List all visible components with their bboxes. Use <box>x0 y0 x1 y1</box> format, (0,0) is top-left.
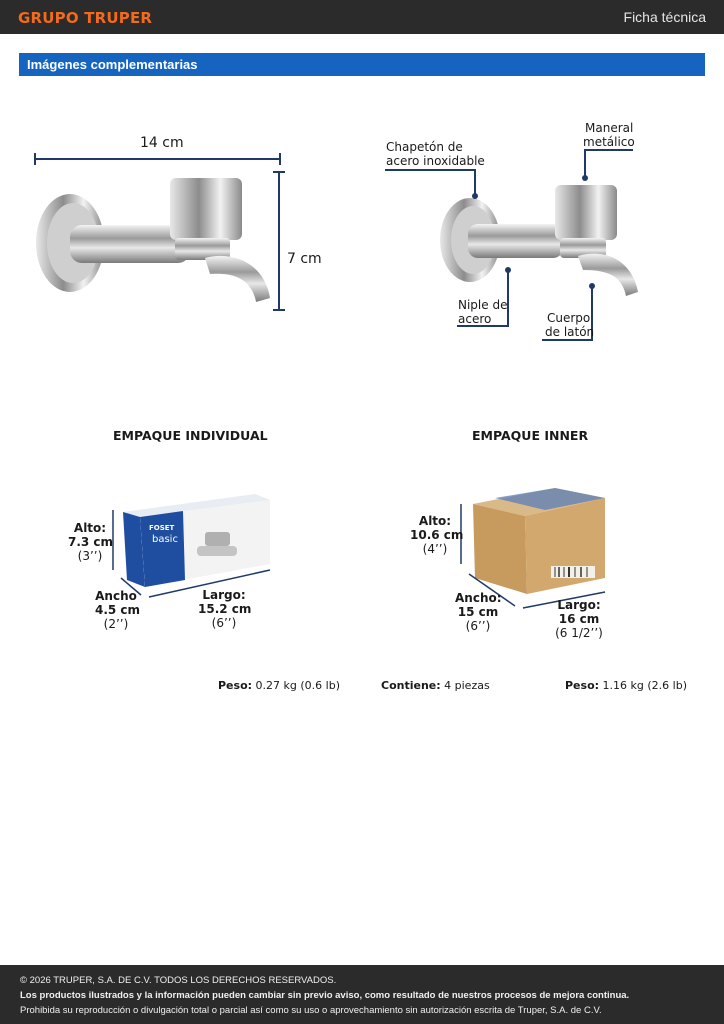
inner-ancho-cm: 15 cm <box>457 605 499 619</box>
part-maneral-line1: Maneral <box>585 121 634 135</box>
footer-copyright: © 2026 TRUPER, S.A. DE C.V. TODOS LOS DERECHOS RESERVADOS. <box>20 975 337 986</box>
inner-contents-value: 4 piezas <box>444 679 490 692</box>
box-brand-text: FOSET <box>149 524 175 532</box>
individual-weight <box>218 679 340 692</box>
part-chapeton-line2: acero inoxidable <box>386 154 485 168</box>
inner-weight-label: Peso: <box>565 679 600 692</box>
faucet-dimensions-image <box>30 140 300 330</box>
footer <box>0 965 724 1024</box>
inner-weight <box>565 679 687 692</box>
inner-ancho-in: (6’’) <box>465 619 491 633</box>
part-niple-line2: acero <box>458 312 492 326</box>
individual-package-title: EMPAQUE INDIVIDUAL <box>113 428 268 443</box>
individual-largo-cm: 15.2 cm <box>198 602 252 616</box>
individual-weight-value: 0.27 kg (0.6 lb) <box>255 679 340 692</box>
individual-ancho-in: (2’’) <box>103 617 129 631</box>
inner-largo-in: (6 1/2’’) <box>555 626 603 640</box>
individual-alto-in: (3’’) <box>77 549 103 563</box>
part-chapeton-line1: Chapetón de <box>386 140 463 154</box>
footer-notice: Los productos ilustrados y la información pueden cambiar sin previo aviso, como resultado de nuestros procesos de mejora continua. <box>20 990 630 1001</box>
individual-weight-label: Peso: <box>218 679 253 692</box>
inner-largo-label: Largo: <box>557 598 601 612</box>
inner-weight-value: 1.16 kg (2.6 lb) <box>602 679 687 692</box>
part-maneral-line2: metálico <box>583 135 635 149</box>
document-type: Ficha técnica <box>623 9 706 25</box>
inner-contents <box>381 679 490 692</box>
inner-alto-cm: 10.6 cm <box>410 528 464 542</box>
individual-largo-label: Largo: <box>202 588 246 602</box>
individual-ancho-label: Ancho <box>95 589 137 603</box>
inner-largo-cm: 16 cm <box>558 612 600 626</box>
height-label: 7 cm <box>287 251 322 267</box>
part-cuerpo-line2: de latón <box>545 325 595 339</box>
footer-prohibition: Prohibida su reproducción o divulgación total o parcial así como su uso o aprovechamiento sin autorización escrita de Truper, S.A. de C.V. <box>20 1005 602 1016</box>
inner-alto-label: Alto: <box>418 514 452 528</box>
inner-ancho-label: Ancho: <box>455 591 502 605</box>
individual-alto-cm: 7.3 cm <box>68 535 114 549</box>
top-header-bar <box>0 0 724 34</box>
box-line-text: basic <box>152 534 178 545</box>
individual-ancho-cm: 4.5 cm <box>95 603 141 617</box>
part-cuerpo-line1: Cuerpo <box>547 311 591 325</box>
part-niple-line1: Niple de <box>458 298 508 312</box>
individual-largo-in: (6’’) <box>211 616 237 630</box>
individual-box-image <box>105 492 280 602</box>
inner-contents-label: Contiene: <box>381 679 441 692</box>
section-title: Imágenes complementarias <box>27 57 198 72</box>
section-header <box>19 53 705 76</box>
brand-logo: GRUPO TRUPER <box>18 9 153 27</box>
inner-package-title: EMPAQUE INNER <box>472 428 589 443</box>
width-label: 14 cm <box>140 135 184 151</box>
inner-alto-in: (4’’) <box>422 542 448 556</box>
individual-alto-label: Alto: <box>73 521 107 535</box>
